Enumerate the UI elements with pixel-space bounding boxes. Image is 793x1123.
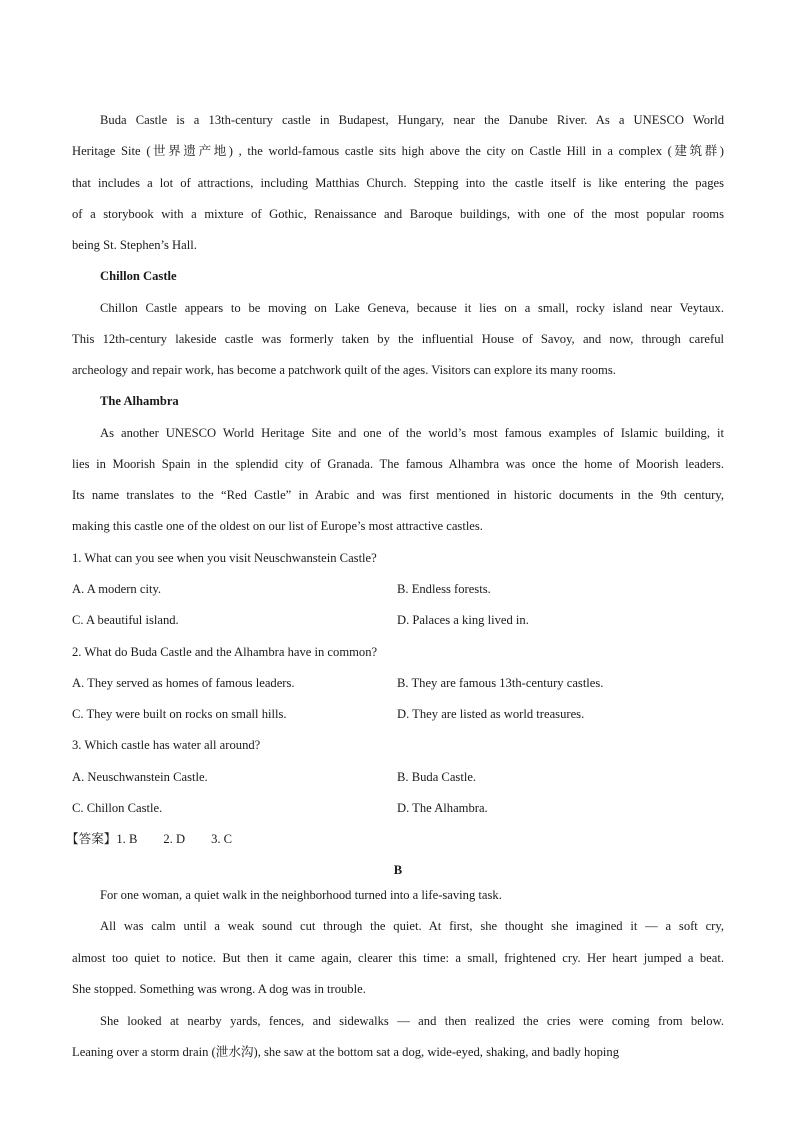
option-b: B. They are famous 13th-century castles. <box>397 676 604 690</box>
option-a: A. Neuschwanstein Castle. <box>72 770 208 784</box>
option-d: D. Palaces a king lived in. <box>397 613 529 627</box>
option-a: A. A modern city. <box>72 582 162 596</box>
chillon-heading: Chillon Castle <box>100 269 177 283</box>
chillon-paragraph-line: This 12th-century lakeside castle was formerly taken by the influential House of Savoy, and now, through careful <box>72 332 724 346</box>
passage-b-paragraph-line: She stopped. Something was wrong. A dog was in trouble. <box>72 982 366 996</box>
chillon-paragraph-line: archeology and repair work, has become a patchwork quilt of the ages. Visitors can explore its many rooms. <box>72 363 616 377</box>
option-d: D. The Alhambra. <box>397 801 488 815</box>
alhambra-heading: The Alhambra <box>100 394 179 408</box>
alhambra-paragraph-line: As another UNESCO World Heritage Site and one of the world’s most famous examples of Islamic building, it <box>100 426 724 440</box>
question-stem: 3. Which castle has water all around? <box>72 738 261 752</box>
answer-key <box>66 831 718 847</box>
alhambra-paragraph-line: lies in Moorish Spain in the splendid city of Granada. The famous Alhambra was once the home of Moorish leaders. <box>72 457 724 471</box>
buda-paragraph-line: Heritage Site (世界遗产地) , the world-famous castle sits high above the city on Castle Hill in a complex (建筑群) <box>72 144 724 158</box>
answer-3: 3. C <box>211 832 233 846</box>
option-b: B. Buda Castle. <box>397 770 477 784</box>
option-a: A. They served as homes of famous leaders. <box>72 676 295 690</box>
option-b: B. Endless forests. <box>397 582 491 596</box>
option-c: C. A beautiful island. <box>72 613 179 627</box>
passage-b-paragraph-line: almost too quiet to notice. But then it came again, clearer this time: a small, frightened cry. Her heart jumped a beat. <box>72 951 724 965</box>
option-c: C. They were built on rocks on small hills. <box>72 707 287 721</box>
answer-1: 1. B <box>116 832 138 846</box>
passage-b-paragraph-line: All was calm until a weak sound cut through the quiet. At first, she thought she imagined it — a soft cry, <box>100 919 724 933</box>
question-stem: 1. What can you see when you visit Neuschwanstein Castle? <box>72 551 377 565</box>
passage-b-paragraph-line: For one woman, a quiet walk in the neighborhood turned into a life-saving task. <box>100 888 502 902</box>
question-stem: 2. What do Buda Castle and the Alhambra have in common? <box>72 645 378 659</box>
buda-paragraph-line: Buda Castle is a 13th-century castle in Budapest, Hungary, near the Danube River. As a UNESCO World <box>100 113 724 127</box>
buda-paragraph-line: that includes a lot of attractions, including Matthias Church. Stepping into the castle itself is like entering the pages <box>72 176 724 190</box>
answer-label: 【答案】 <box>66 832 117 846</box>
passage-b-heading: B <box>393 863 403 877</box>
alhambra-paragraph-line: Its name translates to the “Red Castle” in Arabic and was first mentioned in historic documents in the 9th century, <box>72 488 724 502</box>
option-d: D. They are listed as world treasures. <box>397 707 585 721</box>
chillon-paragraph-line: Chillon Castle appears to be moving on Lake Geneva, because it lies on a small, rocky island near Veytaux. <box>100 301 724 315</box>
alhambra-paragraph-line: making this castle one of the oldest on our list of Europe’s most attractive castles. <box>72 519 483 533</box>
passage-b-paragraph-line: Leaning over a storm drain (泄水沟), she saw at the bottom sat a dog, wide-eyed, shaking, and badly hoping <box>72 1045 619 1059</box>
buda-paragraph-line: of a storybook with a mixture of Gothic, Renaissance and Baroque buildings, with one of the most popular rooms <box>72 207 724 221</box>
option-c: C. Chillon Castle. <box>72 801 163 815</box>
answer-2: 2. D <box>163 832 186 846</box>
buda-paragraph-line: being St. Stephen’s Hall. <box>72 238 197 252</box>
passage-b-paragraph-line: She looked at nearby yards, fences, and sidewalks — and then realized the cries were coming from below. <box>100 1014 724 1028</box>
